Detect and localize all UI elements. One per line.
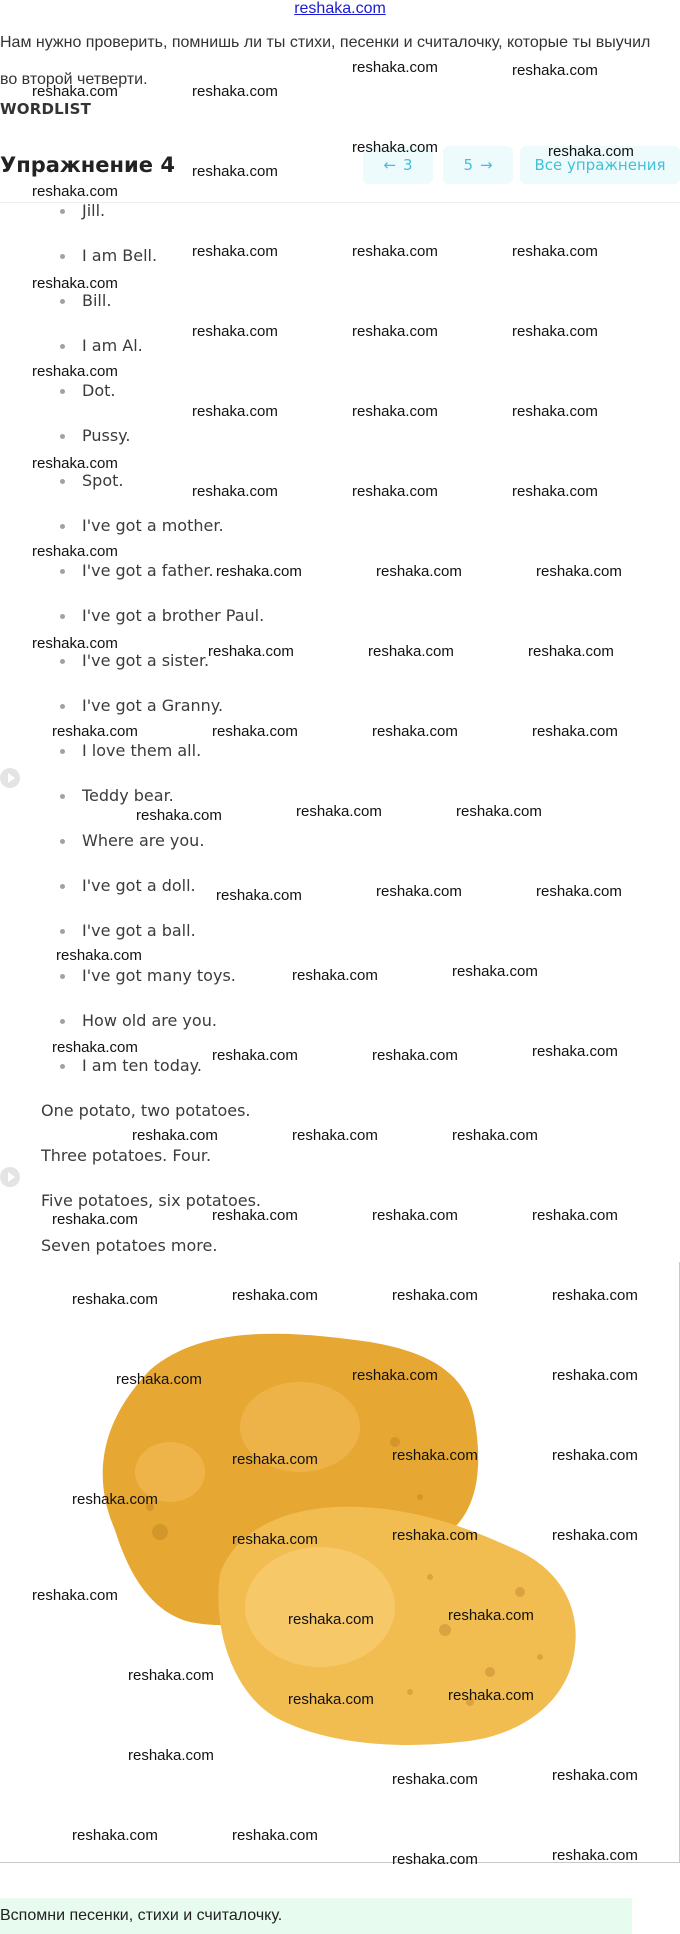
rhyme-line: One potato, two potatoes. xyxy=(41,1101,251,1120)
watermark-text: reshaka.com xyxy=(536,883,622,900)
rhyme-line: Five potatoes, six potatoes. xyxy=(41,1191,262,1210)
list-item: Bill. xyxy=(82,287,264,332)
watermark-text: reshaka.com xyxy=(452,963,538,980)
rhyme-line: Three potatoes. Four. xyxy=(41,1146,212,1165)
watermark-text: reshaka.com xyxy=(192,163,278,180)
watermark-text: reshaka.com xyxy=(352,59,438,76)
watermark-text: reshaka.com xyxy=(376,563,462,580)
potato-front-highlight xyxy=(245,1547,395,1667)
watermark-text: reshaka.com xyxy=(292,1127,378,1144)
watermark-text: reshaka.com xyxy=(296,803,382,820)
watermark-text: reshaka.com xyxy=(352,403,438,420)
list-item: Spot. xyxy=(82,467,264,512)
watermark-text: reshaka.com xyxy=(552,1847,638,1864)
list-item: Jill. xyxy=(82,197,264,242)
list-item: I've got a ball. xyxy=(82,917,264,962)
watermark-text: reshaka.com xyxy=(552,1767,638,1784)
list-item: Teddy bear. xyxy=(82,782,264,827)
watermark-text: reshaka.com xyxy=(52,1211,138,1228)
next-exercise-button[interactable] xyxy=(443,146,513,184)
prev-exercise-number: 3 xyxy=(403,156,413,174)
wordlist-link[interactable]: WORDLIST xyxy=(0,100,92,118)
watermark-text: reshaka.com xyxy=(392,1771,478,1788)
watermark-text: reshaka.com xyxy=(32,543,118,560)
watermark-text: reshaka.com xyxy=(512,323,598,340)
watermark-text: reshaka.com xyxy=(512,62,598,79)
list-item: I've got a father. xyxy=(82,557,264,602)
watermark-text: reshaka.com xyxy=(448,1607,534,1624)
watermark-text: reshaka.com xyxy=(536,563,622,580)
answer-block: Вспомни песенки, стихи и считалочку. xyxy=(0,1898,632,1934)
rhyme-line: Seven potatoes more. xyxy=(41,1236,218,1255)
watermark-text: reshaka.com xyxy=(56,947,142,964)
watermark-text: reshaka.com xyxy=(512,483,598,500)
watermark-text: reshaka.com xyxy=(528,643,614,660)
watermark-text: reshaka.com xyxy=(52,1039,138,1056)
watermark-text: reshaka.com xyxy=(392,1527,478,1544)
watermark-text: reshaka.com xyxy=(392,1851,478,1868)
watermark-text: reshaka.com xyxy=(32,363,118,380)
watermark-text: reshaka.com xyxy=(548,143,634,160)
watermark-text: reshaka.com xyxy=(292,967,378,984)
list-item: How old are you. xyxy=(82,1007,264,1052)
watermark-text: reshaka.com xyxy=(552,1367,638,1384)
list-item: I've got many toys. xyxy=(82,962,264,1007)
next-exercise-number: 5 xyxy=(463,156,473,174)
all-exercises-label: Все упражнения xyxy=(534,156,666,174)
watermark-text: reshaka.com xyxy=(288,1691,374,1708)
intro-text: Нам нужно проверить, помнишь ли ты стихи, песенки и считалочку, которые ты выучил во второй четверти. xyxy=(0,34,651,88)
watermark-text: reshaka.com xyxy=(376,883,462,900)
exercise-title: Упражнение 4 xyxy=(0,153,175,177)
list-item: I am Al. xyxy=(82,332,264,377)
watermark-text: reshaka.com xyxy=(372,1047,458,1064)
watermark-text: reshaka.com xyxy=(192,243,278,260)
list-item: I've got a doll. xyxy=(82,872,264,917)
watermark-text: reshaka.com xyxy=(216,887,302,904)
watermark-text: reshaka.com xyxy=(232,1287,318,1304)
site-link[interactable]: reshaka.com xyxy=(294,0,386,17)
watermark-text: reshaka.com xyxy=(128,1747,214,1764)
watermark-text: reshaka.com xyxy=(448,1687,534,1704)
watermark-text: reshaka.com xyxy=(72,1827,158,1844)
watermark-text: reshaka.com xyxy=(212,1207,298,1224)
watermark-text: reshaka.com xyxy=(32,183,118,200)
watermark-text: reshaka.com xyxy=(208,643,294,660)
watermark-text: reshaka.com xyxy=(552,1287,638,1304)
watermark-text: reshaka.com xyxy=(32,635,118,652)
list-item: Where are you. xyxy=(82,827,264,872)
list-item: I've got a brother Paul. xyxy=(82,602,264,647)
watermark-text: reshaka.com xyxy=(192,83,278,100)
watermark-text: reshaka.com xyxy=(232,1827,318,1844)
arrow-right-icon: → xyxy=(479,156,493,174)
watermark-text: reshaka.com xyxy=(192,323,278,340)
watermark-text: reshaka.com xyxy=(52,723,138,740)
list-item: Dot. xyxy=(82,377,264,422)
watermark-text: reshaka.com xyxy=(132,1127,218,1144)
watermark-text: reshaka.com xyxy=(136,807,222,824)
watermark-text: reshaka.com xyxy=(72,1291,158,1308)
list-item: I am ten today. xyxy=(82,1052,264,1097)
watermark-text: reshaka.com xyxy=(532,723,618,740)
watermark-text: reshaka.com xyxy=(32,83,118,100)
list-item: I've got a mother. xyxy=(82,512,264,557)
watermark-text: reshaka.com xyxy=(32,455,118,472)
watermark-text: reshaka.com xyxy=(192,483,278,500)
watermark-text: reshaka.com xyxy=(352,243,438,260)
watermark-text: reshaka.com xyxy=(456,803,542,820)
list-item: I love them all. xyxy=(82,737,264,782)
list-item: Pussy. xyxy=(82,422,264,467)
watermark-text: reshaka.com xyxy=(552,1527,638,1544)
play-icon[interactable] xyxy=(0,1167,20,1187)
watermark-text: reshaka.com xyxy=(452,1127,538,1144)
watermark-text: reshaka.com xyxy=(232,1531,318,1548)
watermark-text: reshaka.com xyxy=(392,1287,478,1304)
watermark-text: reshaka.com xyxy=(212,723,298,740)
watermark-text: reshaka.com xyxy=(392,1447,478,1464)
watermark-text: reshaka.com xyxy=(532,1207,618,1224)
watermark-text: reshaka.com xyxy=(288,1611,374,1628)
watermark-text: reshaka.com xyxy=(372,723,458,740)
list-item: I've got a Granny. xyxy=(82,692,264,737)
watermark-text: reshaka.com xyxy=(352,323,438,340)
arrow-left-icon: ← xyxy=(383,156,397,174)
play-icon[interactable] xyxy=(0,768,20,788)
watermark-text: reshaka.com xyxy=(512,403,598,420)
watermark-text: reshaka.com xyxy=(368,643,454,660)
watermark-text: reshaka.com xyxy=(552,1447,638,1464)
watermark-text: reshaka.com xyxy=(372,1207,458,1224)
counting-rhyme xyxy=(41,1097,261,1277)
watermark-text: reshaka.com xyxy=(72,1491,158,1508)
watermark-text: reshaka.com xyxy=(232,1451,318,1468)
watermark-text: reshaka.com xyxy=(352,1367,438,1384)
watermark-text: reshaka.com xyxy=(128,1667,214,1684)
watermark-text: reshaka.com xyxy=(212,1047,298,1064)
watermark-text: reshaka.com xyxy=(352,483,438,500)
list-item: I've got a sister. xyxy=(82,647,264,692)
watermark-text: reshaka.com xyxy=(32,275,118,292)
watermark-text: reshaka.com xyxy=(532,1043,618,1060)
watermark-text: reshaka.com xyxy=(116,1371,202,1388)
watermark-text: reshaka.com xyxy=(352,139,438,156)
watermark-text: reshaka.com xyxy=(192,403,278,420)
watermark-text: reshaka.com xyxy=(216,563,302,580)
watermark-text: reshaka.com xyxy=(512,243,598,260)
list-item: I am Bell. xyxy=(82,242,264,287)
watermark-text: reshaka.com xyxy=(32,1587,118,1604)
